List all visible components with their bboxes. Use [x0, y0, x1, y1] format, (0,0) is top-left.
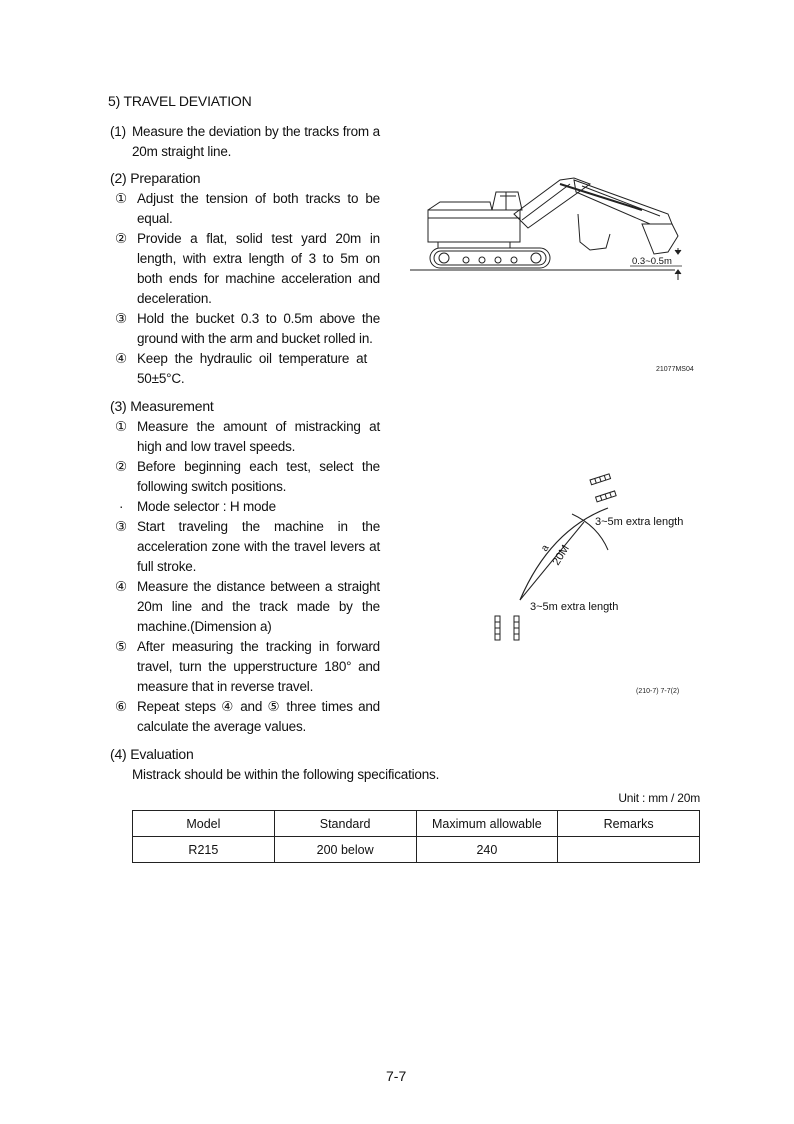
prep-item-marker: ④ [115, 351, 127, 366]
meas-item-marker: ③ [115, 519, 127, 534]
column-header: Remarks [558, 811, 700, 837]
track-inner [434, 251, 546, 265]
meas-item-text: After measuring the tracking in forward travel, turn the upperstructure 180° and measure that in reverse travel. [137, 639, 380, 694]
prep-item-1 [115, 189, 380, 229]
meas-item-2 [115, 457, 380, 497]
label-extra-length-bottom: 3~5m extra length [530, 601, 619, 613]
prep-item-3 [115, 309, 380, 349]
measurement-heading: (3) Measurement [110, 398, 214, 414]
table-cell: 200 below [274, 837, 416, 863]
column-header: Maximum allowable [416, 811, 558, 837]
label-extra-length-top: 3~5m extra length [595, 516, 684, 528]
table-row [133, 837, 700, 863]
meas-item-text: Repeat steps ④ and ⑤ three times and calculate the average values. [137, 699, 380, 734]
meas-item-marker: ⑥ [115, 699, 127, 714]
spec-table [132, 810, 700, 863]
table-cell: 240 [416, 837, 558, 863]
evaluation-note: Mistrack should be within the following specifications. [132, 767, 440, 782]
prep-item-text: Provide a flat, solid test yard 20m in length, with extra length of 3 to 5m on both ends for machine acceleration and deceleration. [137, 231, 380, 306]
intro-paragraph [110, 122, 380, 162]
end-tracks [590, 474, 616, 502]
prep-item-marker: ① [115, 191, 127, 206]
meas-item-text: Before beginning each test, select the following switch positions. [137, 459, 380, 494]
preparation-heading: (2) Preparation [110, 170, 201, 186]
prep-item-text: Hold the bucket 0.3 to 0.5m above the ground with the arm and bucket rolled in. [137, 311, 380, 346]
page-number: 7-7 [386, 1068, 407, 1084]
column-header: Standard [274, 811, 416, 837]
column-header: Model [133, 811, 275, 837]
meas-item-text: Measure the distance between a straight 20m line and the track made by the machine.(Dimension a) [137, 579, 380, 634]
meas-item-text: Mode selector : H mode [137, 499, 276, 514]
idler-wheel [439, 253, 449, 263]
travel-path-figure [480, 470, 710, 650]
figure2-code: (210-7) 7-7(2) [636, 688, 680, 695]
prep-item-text: Keep the hydraulic oil temperature at 50±5°C. [137, 351, 367, 386]
label-distance: 20M [550, 543, 572, 568]
meas-item-marker: ② [115, 459, 127, 474]
meas-item-5 [115, 637, 380, 697]
meas-item-marker: · [119, 499, 124, 514]
label-dimension-a: a [539, 543, 552, 554]
prep-item-text: Adjust the tension of both tracks to be equal. [137, 191, 380, 226]
table-header-row [133, 811, 700, 837]
evaluation-heading: (4) Evaluation [110, 746, 194, 762]
dimension-label: 0.3~0.5m [632, 256, 672, 267]
intro-marker: (1) [110, 124, 126, 139]
table-cell [558, 837, 700, 863]
prep-item-marker: ② [115, 231, 127, 246]
meas-item-text: Measure the amount of mistracking at high and low travel speeds. [137, 419, 380, 454]
meas-item-marker: ④ [115, 579, 127, 594]
figure1-code: 21077MS04 [656, 366, 694, 373]
meas-item-text: Start traveling the machine in the acceleration zone with the travel levers at full stroke. [137, 519, 380, 574]
bucket [642, 224, 678, 254]
meas-item-6 [115, 697, 380, 737]
prep-item-marker: ③ [115, 311, 127, 326]
prep-item-4 [115, 349, 380, 389]
meas-item-mode [115, 497, 380, 517]
section-title: 5) TRAVEL DEVIATION [108, 93, 252, 109]
meas-item-marker: ① [115, 419, 127, 434]
excavator-figure [410, 170, 710, 290]
meas-item-1 [115, 417, 380, 457]
bucket-link [578, 214, 610, 250]
meas-item-4 [115, 577, 380, 637]
prep-item-2 [115, 229, 380, 309]
meas-item-marker: ⑤ [115, 639, 127, 654]
meas-item-3 [115, 517, 380, 577]
unit-label: Unit : mm / 20m [618, 791, 700, 805]
intro-text: Measure the deviation by the tracks from a 20m straight line. [132, 124, 380, 159]
table-cell: R215 [133, 837, 275, 863]
sprocket-wheel [531, 253, 541, 263]
cab [492, 192, 522, 210]
upperstructure-body [428, 210, 520, 242]
